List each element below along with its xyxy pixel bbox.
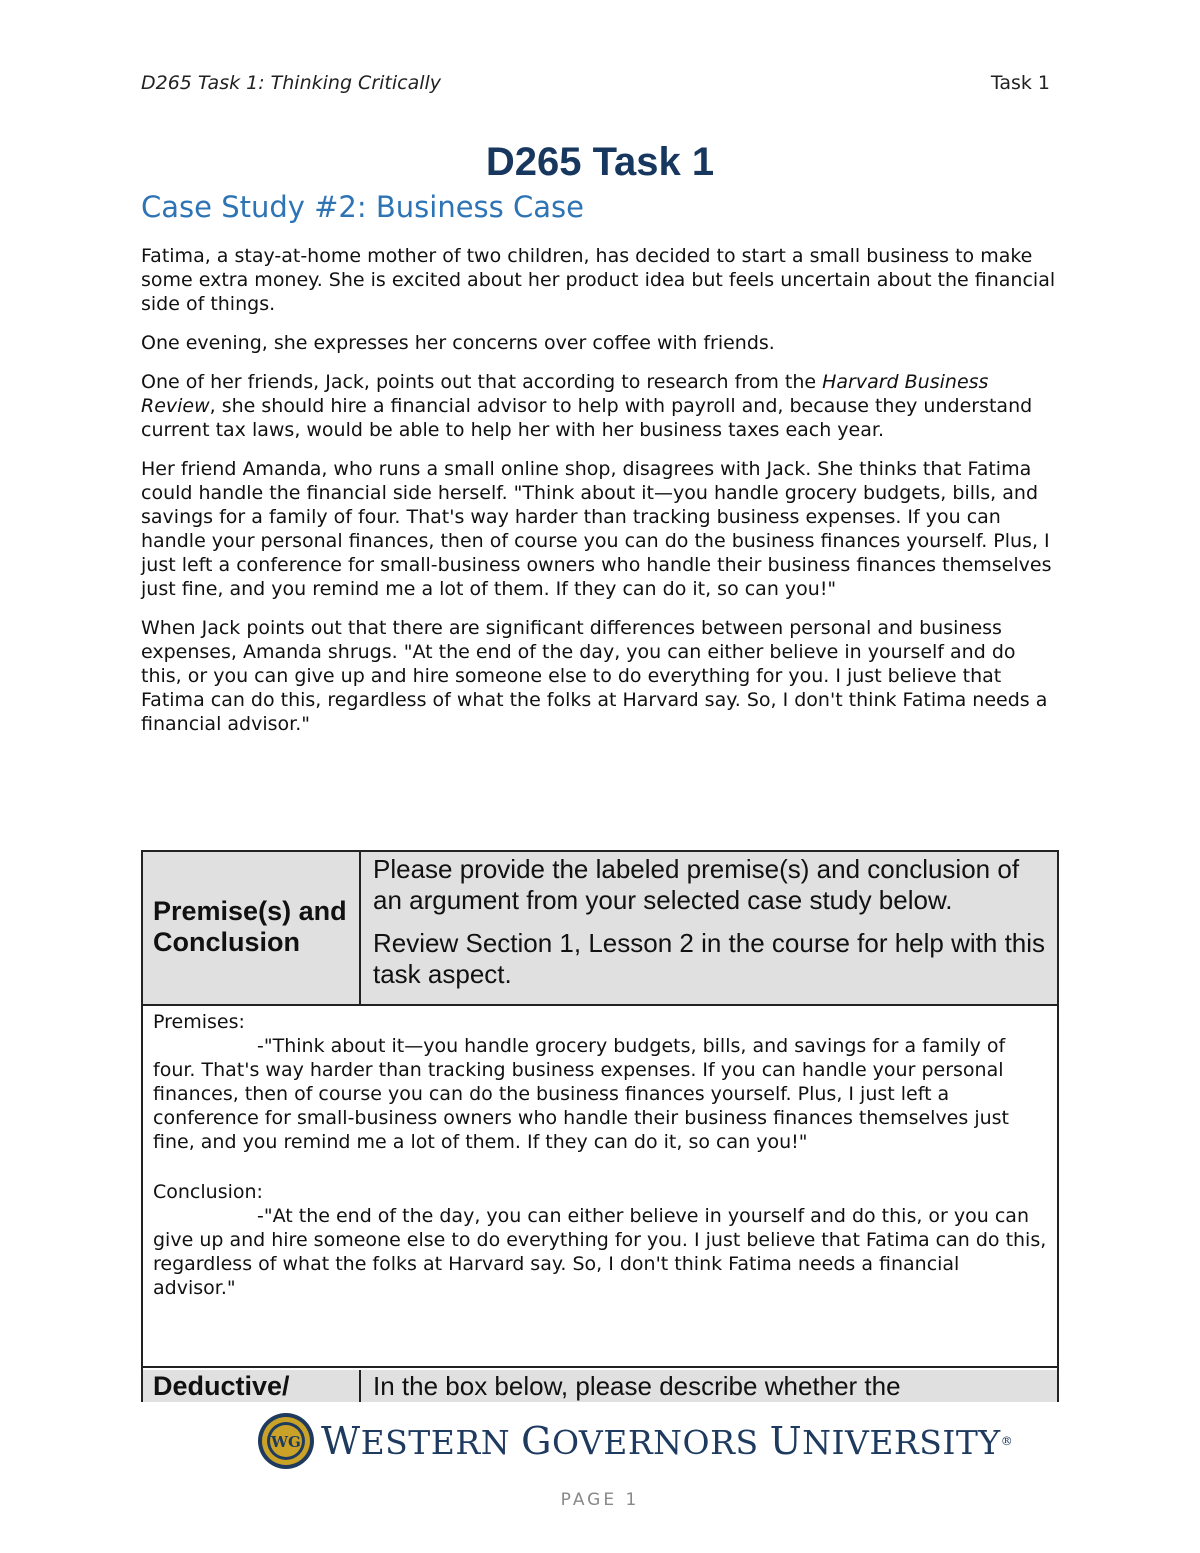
- wgu-wordmark: WESTERN GOVERNORS UNIVERSITY®: [321, 1419, 1014, 1463]
- case-study-body: [141, 244, 1059, 751]
- instruction-text: Please provide the labeled premise(s) and conclusion of an argument from your selected case study below.: [373, 854, 1020, 915]
- wgu-seal-icon: [257, 1412, 315, 1470]
- premise-conclusion-instructions: [363, 852, 1057, 1004]
- review-text: Review Section 1, Lesson 2 in the course for help with this task aspect.: [373, 928, 1046, 989]
- header-left-text: D265 Task 1: Thinking Critically: [141, 72, 442, 94]
- paragraph-3-italic: Harvard Business Review: [141, 371, 989, 417]
- answer-cell[interactable]: [143, 1006, 1057, 1368]
- case-study-subtitle: Case Study #2: Business Case: [141, 190, 584, 224]
- paragraph-2: One evening, she expresses her concerns over coffee with friends.: [141, 332, 775, 354]
- premise-conclusion-label: Premise(s) and Conclusion: [143, 852, 361, 1004]
- premises-content: -"Think about it—you handle grocery budgets, bills, and savings for a family of four. That's way harder than tracking business expenses. If you can handle your personal finances, then of course you can do the business finances yourself. Plus, I just left a conference for small-business owners who handle their business finances themselves just fine, and you remind me a lot of them. If they can do it, so can you!": [153, 1035, 1009, 1153]
- conclusion-label: Conclusion:: [153, 1181, 263, 1203]
- paragraph-3-start: One of her friends, Jack, points out that according to research from the: [141, 371, 823, 393]
- deductive-instruction: In the box below, please describe whether the: [373, 1371, 901, 1401]
- page-header: [141, 72, 1050, 98]
- page-title: D265 Task 1: [485, 140, 715, 184]
- page-number: PAGE 1: [560, 1490, 640, 1510]
- premises-label: Premises:: [153, 1011, 245, 1033]
- conclusion-content: -"At the end of the day, you can either believe in yourself and do this, or you can give up and hire someone else to do everything for you. I just believe that Fatima can do this, regardless of what the folks at Harvard say. So, I don't think Fatima needs a financial advisor.": [153, 1205, 1047, 1299]
- paragraph-1: Fatima, a stay-at-home mother of two children, has decided to start a small business to make some extra money. She is excited about her product idea but feels uncertain about the financial side of things.: [141, 245, 1056, 315]
- table-header-row: [143, 852, 1057, 1006]
- deductive-inductive-row: [143, 1370, 1057, 1402]
- paragraph-3: [141, 370, 1059, 442]
- paragraph-5: When Jack points out that there are significant differences between personal and business expenses, Amanda shrugs. "At the end of the day, you can either believe in yourself and do this, or you can give up and hire someone else to do everything for you. I just believe that Fatima can do this, regardless of what the folks at Harvard say. So, I don't think Fatima needs a financial advisor.": [141, 617, 1048, 735]
- paragraph-3-end: , she should hire a financial advisor to help with payroll and, because they understand current tax laws, would be able to help her with her business taxes each year.: [141, 395, 1033, 441]
- premises-text: [153, 1034, 1047, 1154]
- svg-text:WG: WG: [271, 1433, 301, 1451]
- wgu-logo: [257, 1412, 1014, 1472]
- header-right-text: Task 1: [990, 72, 1050, 94]
- deductive-label: Deductive/: [143, 1370, 361, 1402]
- conclusion-text: [153, 1204, 1047, 1300]
- paragraph-4: Her friend Amanda, who runs a small online shop, disagrees with Jack. She thinks that Fatima could handle the financial side herself. "Think about it—you handle grocery budgets, bills, and savings for a family of four. That's way harder than tracking business expenses. If you can handle your personal finances, then of course you can do the business finances yourself. Plus, I just left a conference for small-business owners who handle their business finances themselves just fine, and you remind me a lot of them. If they can do it, so can you!": [141, 458, 1052, 600]
- argument-table: [141, 850, 1059, 1402]
